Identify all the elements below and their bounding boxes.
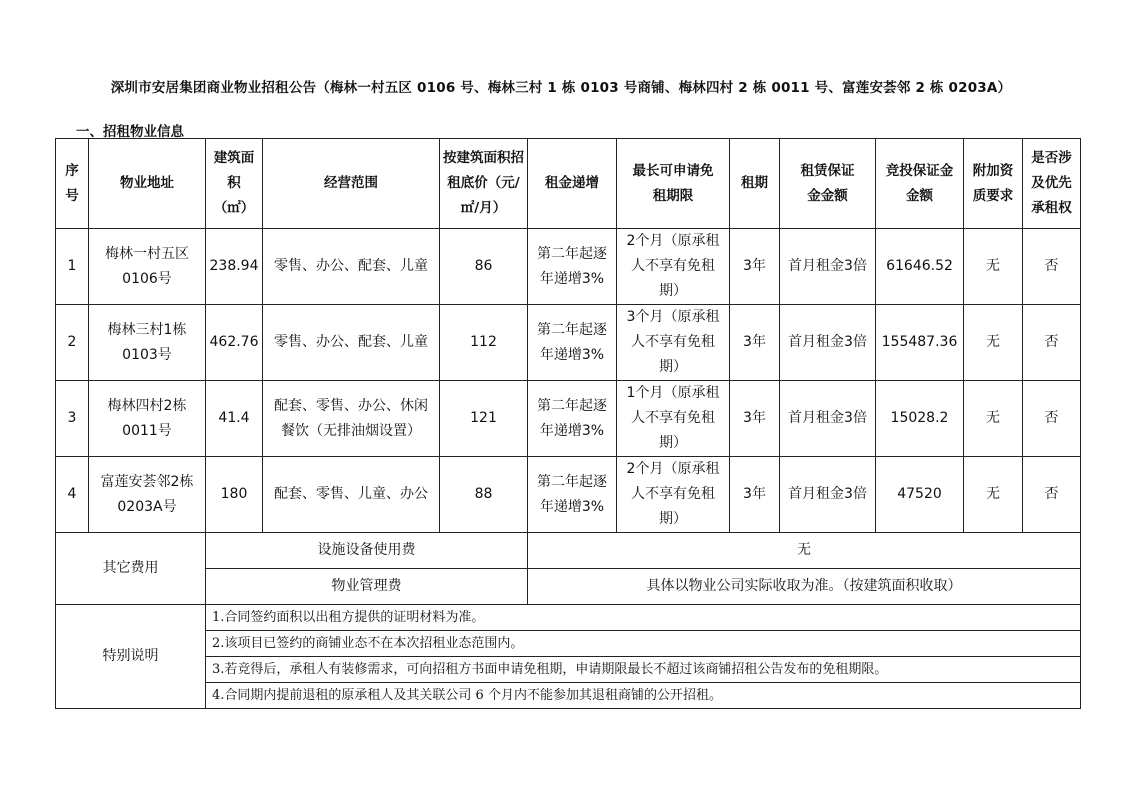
cell-bid-deposit: 47520 <box>876 457 964 533</box>
header-row <box>56 139 1081 229</box>
header-address: 物业地址 <box>89 139 206 229</box>
cell-deposit: 首月租金3倍 <box>780 381 876 457</box>
note-row <box>56 605 1081 631</box>
cell-priority: 否 <box>1023 305 1081 381</box>
cell-qualification: 无 <box>964 381 1023 457</box>
cell-term: 3年 <box>730 229 780 305</box>
cell-bid-deposit: 61646.52 <box>876 229 964 305</box>
cell-address: 梅林四村2栋0011号 <box>89 381 206 457</box>
header-term: 租期 <box>730 139 780 229</box>
note-item: 1.合同签约面积以出租方提供的证明材料为准。 <box>206 605 1081 631</box>
note-row <box>56 683 1081 709</box>
header-no: 序号 <box>56 139 89 229</box>
fee-value: 无 <box>528 533 1081 569</box>
fee-row <box>56 533 1081 569</box>
cell-area: 462.76 <box>206 305 263 381</box>
cell-scope: 零售、办公、配套、儿童 <box>263 229 440 305</box>
cell-area: 41.4 <box>206 381 263 457</box>
fee-name: 物业管理费 <box>206 569 528 605</box>
note-item: 2.该项目已签约的商铺业态不在本次招租业态范围内。 <box>206 631 1081 657</box>
note-row <box>56 657 1081 683</box>
cell-price: 121 <box>440 381 528 457</box>
note-item: 3.若竞得后，承租人有装修需求，可向招租方书面申请免租期，申请期限最长不超过该商铺招租公告发布的免租期限。 <box>206 657 1081 683</box>
cell-no: 2 <box>56 305 89 381</box>
cell-area: 180 <box>206 457 263 533</box>
cell-price: 112 <box>440 305 528 381</box>
cell-deposit: 首月租金3倍 <box>780 457 876 533</box>
note-row <box>56 631 1081 657</box>
cell-qualification: 无 <box>964 229 1023 305</box>
cell-no: 4 <box>56 457 89 533</box>
header-increase: 租金递增 <box>528 139 617 229</box>
cell-deposit: 首月租金3倍 <box>780 229 876 305</box>
cell-term: 3年 <box>730 305 780 381</box>
cell-increase: 第二年起逐年递增3% <box>528 229 617 305</box>
note-item: 4.合同期内提前退租的原承租人及其关联公司 6 个月内不能参加其退租商铺的公开招租。 <box>206 683 1081 709</box>
cell-deposit: 首月租金3倍 <box>780 305 876 381</box>
cell-scope: 配套、零售、儿童、办公 <box>263 457 440 533</box>
cell-priority: 否 <box>1023 381 1081 457</box>
cell-no: 3 <box>56 381 89 457</box>
page-title: 深圳市安居集团商业物业招租公告（梅林一村五区 0106 号、梅林三村 1 栋 0103 号商铺、梅林四村 2 栋 0011 号、富莲安荟邻 2 栋 0203A） <box>110 80 1012 96</box>
cell-bid-deposit: 155487.36 <box>876 305 964 381</box>
table-row <box>56 229 1081 305</box>
table-row <box>56 381 1081 457</box>
cell-no: 1 <box>56 229 89 305</box>
fee-name: 设施设备使用费 <box>206 533 528 569</box>
cell-increase: 第二年起逐年递增3% <box>528 457 617 533</box>
cell-free-period: 2个月（原承租人不享有免租期） <box>617 457 730 533</box>
table-row <box>56 457 1081 533</box>
header-scope: 经营范围 <box>263 139 440 229</box>
cell-increase: 第二年起逐年递增3% <box>528 381 617 457</box>
cell-price: 86 <box>440 229 528 305</box>
cell-scope: 配套、零售、办公、休闲餐饮（无排油烟设置） <box>263 381 440 457</box>
cell-priority: 否 <box>1023 229 1081 305</box>
header-price: 按建筑面积招租底价（元/㎡/月） <box>440 139 528 229</box>
header-free-period: 最长可申请免租期限 <box>617 139 730 229</box>
fee-row <box>56 569 1081 605</box>
header-priority: 是否涉及优先承租权 <box>1023 139 1081 229</box>
header-area: 建筑面积（㎡） <box>206 139 263 229</box>
cell-qualification: 无 <box>964 457 1023 533</box>
cell-scope: 零售、办公、配套、儿童 <box>263 305 440 381</box>
cell-price: 88 <box>440 457 528 533</box>
cell-term: 3年 <box>730 381 780 457</box>
cell-free-period: 3个月（原承租人不享有免租期） <box>617 305 730 381</box>
header-deposit: 租赁保证金金额 <box>780 139 876 229</box>
table-row <box>56 305 1081 381</box>
header-qualification: 附加资质要求 <box>964 139 1023 229</box>
cell-bid-deposit: 15028.2 <box>876 381 964 457</box>
header-bid-deposit: 竞投保证金金额 <box>876 139 964 229</box>
cell-qualification: 无 <box>964 305 1023 381</box>
other-fees-label: 其它费用 <box>56 533 206 605</box>
cell-area: 238.94 <box>206 229 263 305</box>
cell-priority: 否 <box>1023 457 1081 533</box>
property-table <box>55 138 1081 709</box>
cell-free-period: 2个月（原承租人不享有免租期） <box>617 229 730 305</box>
cell-address: 梅林一村五区0106号 <box>89 229 206 305</box>
special-notes-label: 特别说明 <box>56 605 206 709</box>
fee-value: 具体以物业公司实际收取为准。（按建筑面积收取） <box>528 569 1081 605</box>
cell-free-period: 1个月（原承租人不享有免租期） <box>617 381 730 457</box>
section-heading: 一、招租物业信息 <box>76 124 184 140</box>
cell-term: 3年 <box>730 457 780 533</box>
cell-increase: 第二年起逐年递增3% <box>528 305 617 381</box>
cell-address: 梅林三村1栋0103号 <box>89 305 206 381</box>
cell-address: 富莲安荟邻2栋0203A号 <box>89 457 206 533</box>
